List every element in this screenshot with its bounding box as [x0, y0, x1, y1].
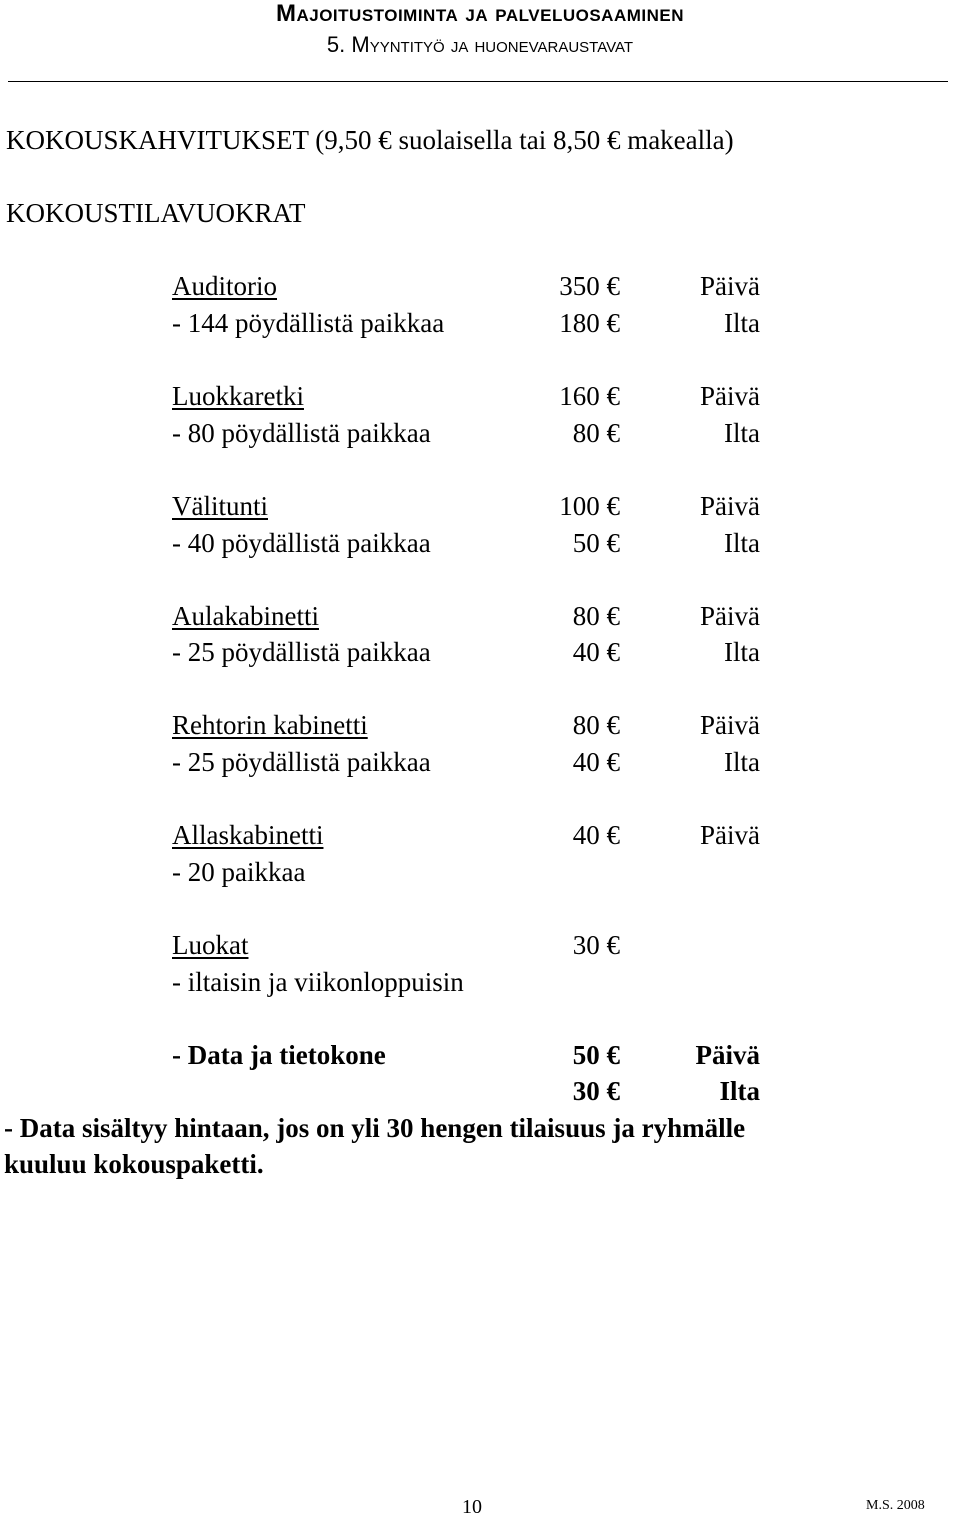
room-evening-label: Ilta: [724, 747, 760, 777]
room-day-label: Päivä: [700, 381, 760, 411]
coffee-prices-line: KOKOUSKAHVITUKSET (9,50 € suolaisella tai 8,50 € makealla): [6, 125, 734, 155]
header-divider: [8, 81, 948, 82]
room-seats: - 40 pöydällistä paikkaa: [172, 528, 431, 558]
room-day-price: 80 €: [572, 601, 620, 631]
document-header-title: Majoitustoiminta ja palveluosaaminen: [275, 0, 685, 27]
room-day-label: Päivä: [700, 491, 760, 521]
author-footer: M.S. 2008: [866, 1498, 925, 1513]
room-seats: - 25 pöydällistä paikkaa: [172, 637, 431, 667]
data-fee-day-price: 50 €: [572, 1040, 620, 1070]
data-fee-evening-label: Ilta: [719, 1076, 760, 1106]
room-name: Luokat: [172, 930, 249, 960]
room-evening-label: Ilta: [724, 308, 760, 338]
room-evening-price: 40 €: [572, 747, 620, 777]
room-name: Allaskabinetti: [172, 820, 324, 850]
rent-heading: KOKOUSTILAVUOKRAT: [6, 198, 306, 228]
data-note-line: kuuluu kokouspaketti.: [4, 1149, 264, 1179]
data-fee-label: - Data ja tietokone: [172, 1040, 386, 1070]
room-name: Välitunti: [172, 491, 268, 521]
page-number: 10: [462, 1496, 482, 1518]
room-day-price: 40 €: [572, 820, 620, 850]
room-name: Luokkaretki: [172, 381, 304, 411]
data-fee-day-label: Päivä: [695, 1040, 760, 1070]
room-seats: - 144 pöydällistä paikkaa: [172, 308, 445, 338]
room-day-price: 100 €: [559, 491, 620, 521]
room-evening-price: 50 €: [572, 528, 620, 558]
room-day-label: Päivä: [700, 601, 760, 631]
document-header-subtitle: 5. Myyntityö ja huonevaraustavat: [326, 32, 634, 57]
room-day-price: 30 €: [572, 930, 620, 960]
room-name: Rehtorin kabinetti: [172, 710, 368, 740]
room-evening-price: 180 €: [559, 308, 620, 338]
room-day-price: 350 €: [559, 271, 620, 301]
room-evening-price: 80 €: [572, 418, 620, 448]
room-seats: - iltaisin ja viikonloppuisin: [172, 967, 464, 997]
room-day-label: Päivä: [700, 820, 760, 850]
room-seats: - 80 pöydällistä paikkaa: [172, 418, 431, 448]
room-evening-label: Ilta: [724, 528, 760, 558]
room-evening-price: 40 €: [572, 637, 620, 667]
room-day-price: 80 €: [572, 710, 620, 740]
room-name: Aulakabinetti: [172, 601, 319, 631]
data-note-line: - Data sisältyy hintaan, jos on yli 30 hengen tilaisuus ja ryhmälle: [4, 1113, 746, 1143]
room-day-price: 160 €: [559, 381, 620, 411]
room-seats: - 20 paikkaa: [172, 857, 306, 887]
room-evening-label: Ilta: [724, 637, 760, 667]
data-fee-evening-price: 30 €: [572, 1076, 620, 1106]
room-name: Auditorio: [172, 271, 277, 301]
room-seats: - 25 pöydällistä paikkaa: [172, 747, 431, 777]
room-day-label: Päivä: [700, 271, 760, 301]
room-evening-label: Ilta: [724, 418, 760, 448]
room-day-label: Päivä: [700, 710, 760, 740]
